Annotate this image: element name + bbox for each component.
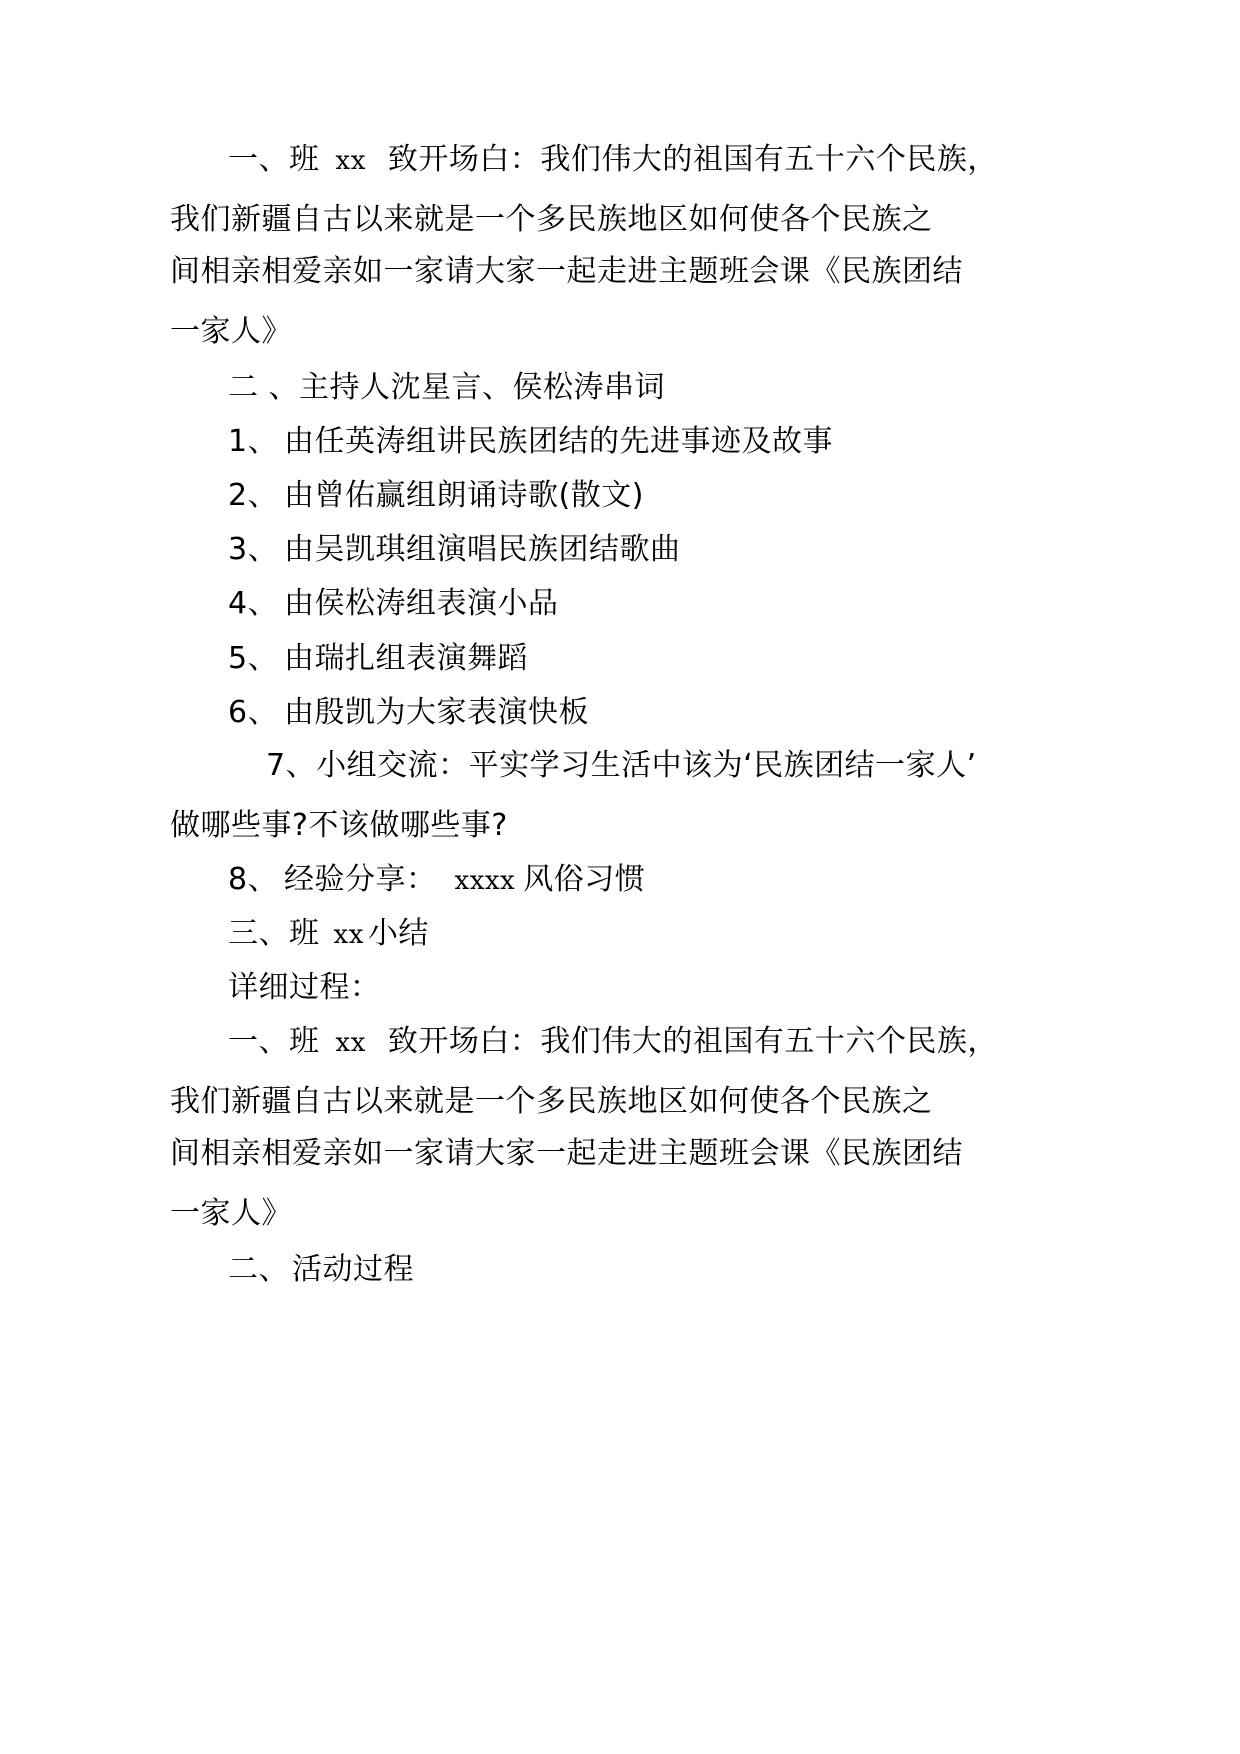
list-item-number: 3、 (228, 532, 279, 567)
detail-heading: 详细过程： (228, 970, 381, 1005)
list-item (228, 639, 528, 679)
list-item-text: 由曾佑赢组朗诵诗歌(散文) (284, 478, 644, 513)
section3-title (228, 914, 429, 955)
detail-section1-title (228, 1022, 998, 1063)
list-item-text: 由任英涛组讲民族团结的先进事迹及故事 (284, 424, 833, 459)
list-item-number: 2、 (228, 478, 279, 513)
section1-line3: 间相亲相爱亲如一家请大家一起走进主题班会课《民族团结 (170, 254, 963, 289)
section1-title (228, 140, 998, 181)
list-item-number: 5、 (228, 641, 279, 676)
detail-section1-title-prefix: 一、班 (228, 1024, 320, 1059)
section1-title-prefix: 一、班 (228, 142, 320, 177)
section1-title-rest: 致开场白：我们伟大的祖国有五十六个民族， (387, 142, 998, 177)
list-item-number: 4、 (228, 586, 279, 621)
detail-section1-title-xx: xx (335, 1028, 366, 1058)
section3-rest: 小结 (367, 916, 429, 951)
detail-section1-line3: 间相亲相爱亲如一家请大家一起走进主题班会课《民族团结 (170, 1136, 963, 1171)
list-item-8-prefix: 经验分享： (284, 862, 437, 897)
list-item (228, 476, 644, 516)
detail-section1-line2: 我们新疆自古以来就是一个多民族地区如何使各个民族之 (170, 1084, 933, 1119)
list-item-7-line2: 做哪些事?不该做哪些事? (170, 808, 508, 843)
list-item-number: 6、 (228, 695, 279, 730)
list-item-text: 由瑞扎组表演舞蹈 (284, 641, 528, 676)
list-item (228, 584, 559, 624)
list-item-number: 8、 (228, 862, 279, 897)
list-item (228, 693, 589, 733)
detail-section2-number: 二、 (228, 1252, 289, 1287)
list-item-8-xx: xxxx (454, 866, 516, 896)
detail-section2-text: 活动过程 (292, 1252, 414, 1287)
section1-line4: 一家人》 (170, 314, 292, 349)
list-item-number: 1、 (228, 424, 279, 459)
section1-title-xx: xx (335, 146, 366, 176)
list-item-text: 由侯松涛组表演小品 (284, 586, 559, 621)
list-item-text: 由吴凯琪组演唱民族团结歌曲 (284, 532, 681, 567)
detail-section2-title (228, 1250, 414, 1290)
section2-title: 二 、主持人沈星言、侯松涛串词 (228, 370, 666, 405)
list-item-text: 由殷凯为大家表演快板 (284, 695, 589, 730)
detail-section1-title-rest: 致开场白：我们伟大的祖国有五十六个民族， (387, 1024, 998, 1059)
list-item (228, 422, 833, 462)
section3-xx: xx (333, 920, 364, 950)
detail-section1-line4: 一家人》 (170, 1196, 292, 1231)
section3-prefix: 三、班 (228, 916, 320, 951)
list-item-8 (228, 860, 645, 901)
list-item-7-line1: 7、小组交流：平实学习生活中该为‘民族团结一家人’ (266, 748, 977, 783)
list-item-8-rest: 风俗习惯 (523, 862, 646, 897)
list-item (228, 530, 681, 570)
section1-line2: 我们新疆自古以来就是一个多民族地区如何使各个民族之 (170, 202, 933, 237)
